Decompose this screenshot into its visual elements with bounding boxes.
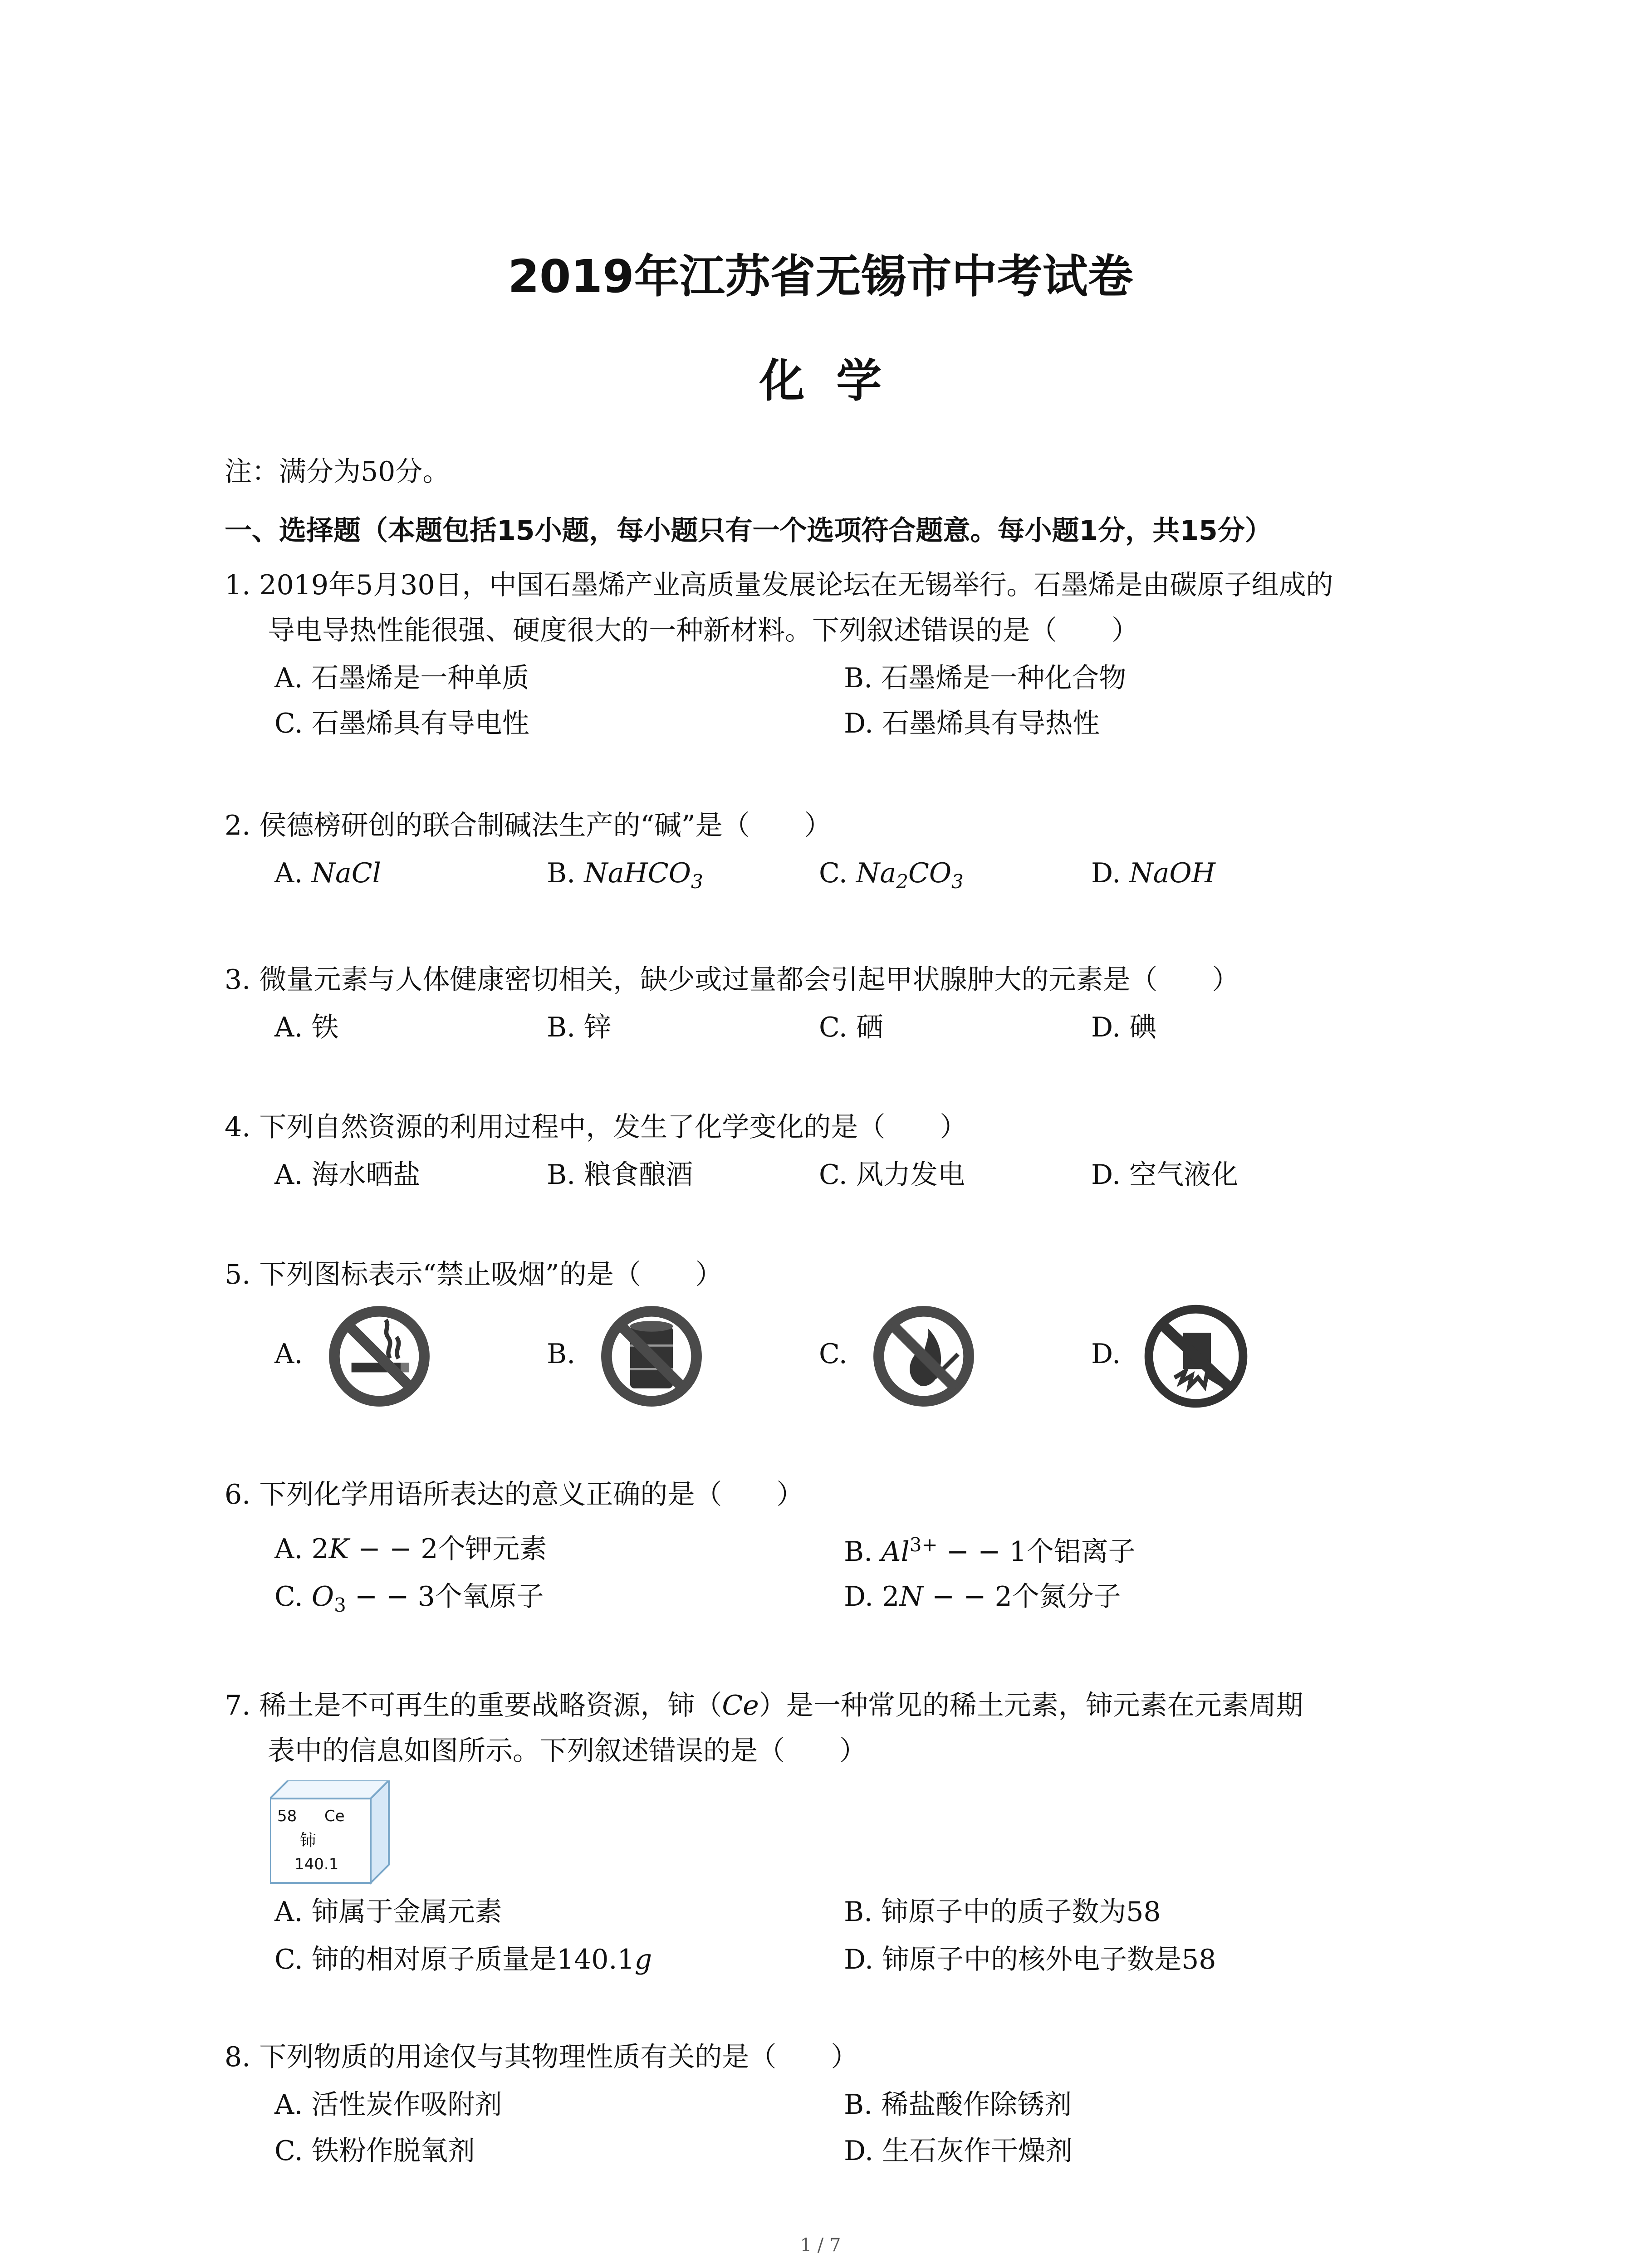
q5-option-d-label: D.: [1091, 1338, 1121, 1370]
q5-option-b-label: B.: [547, 1338, 576, 1370]
q4-option-d: D. 空气液化: [1091, 1159, 1239, 1191]
q2-option-d: D. NaOH: [1091, 857, 1215, 889]
q7-stem-line2: 表中的信息如图所示。下列叙述错误的是（ ）: [268, 1735, 867, 1767]
cerium-periodic-cell: [270, 1780, 397, 1885]
q1-option-d: D. 石墨烯具有导热性: [844, 708, 1100, 739]
q6-option-b: B. $Al^{3+}$ − − 1个铝离子: [844, 1534, 1136, 1568]
q7-option-b: B. 铈原子中的质子数为58: [844, 1896, 1161, 1928]
q4-option-c: C. 风力发电: [819, 1159, 965, 1191]
q3-option-c: C. 硒: [819, 1012, 883, 1043]
q2-option-b: B. NaHCO$_3$: [547, 857, 703, 893]
q8-stem: 8. 下列物质的用途仅与其物理性质有关的是（ ）: [225, 2041, 858, 2073]
q3-option-b: B. 锌: [547, 1012, 612, 1043]
q3-option-a: A. 铁: [274, 1012, 339, 1043]
q4-option-a: A. 海水晒盐: [274, 1159, 421, 1191]
q2-option-c: C. $Na_2CO_3$: [819, 857, 964, 893]
q6-stem: 6. 下列化学用语所表达的意义正确的是（ ）: [225, 1479, 804, 1510]
cell-name: 铈: [300, 1831, 317, 1850]
q4-stem: 4. 下列自然资源的利用过程中，发生了化学变化的是（ ）: [225, 1111, 967, 1143]
q8-option-a: A. 活性炭作吸附剂: [274, 2089, 502, 2121]
q8-option-b: B. 稀盐酸作除锈剂: [844, 2089, 1072, 2121]
q1-stem-line1: 1. 2019年5月30日，中国石墨烯产业高质量发展论坛在无锡举行。石墨烯是由碳原子组成的: [225, 569, 1333, 601]
q1-option-a: A. 石墨烯是一种单质: [274, 662, 529, 694]
q5-option-a-label: A.: [274, 1338, 303, 1370]
q7-stem-line1: 7. 稀土是不可再生的重要战略资源，铈（Ce）是一种常见的稀土元素，铈元素在元素周期: [225, 1690, 1303, 1721]
no-oil-drum-icon: [598, 1303, 705, 1410]
subject-title: 化 学: [759, 354, 882, 407]
q1-option-c: C. 石墨烯具有导电性: [274, 708, 529, 739]
q8-option-c: C. 铁粉作脱氧剂: [274, 2135, 475, 2167]
q3-option-d: D. 碘: [1091, 1012, 1157, 1043]
page-number: 1 / 7: [800, 2235, 841, 2256]
q5-stem: 5. 下列图标表示“禁止吸烟”的是（ ）: [225, 1259, 723, 1290]
no-fireworks-icon: [1142, 1303, 1249, 1410]
q1-stem-line2: 导电导热性能很强、硬度很大的一种新材料。下列叙述错误的是（ ）: [268, 615, 1139, 646]
q7-option-d: D. 铈原子中的核外电子数是58: [844, 1944, 1216, 1975]
no-open-flame-icon: [870, 1303, 977, 1410]
score-note: 注：满分为50分。: [225, 456, 450, 488]
q3-stem: 3. 微量元素与人体健康密切相关，缺少或过量都会引起甲状腺肿大的元素是（ ）: [225, 964, 1239, 996]
q6-option-c: C. $O_3$ − − 3个氧原子: [274, 1581, 544, 1616]
exam-title: 2019年江苏省无锡市中考试卷: [508, 250, 1133, 303]
q6-option-d: D. 2N − − 2个氮分子: [844, 1581, 1121, 1613]
q4-option-b: B. 粮食酿酒: [547, 1159, 693, 1191]
q6-option-a: A. 2K − − 2个钾元素: [274, 1533, 547, 1565]
q5-option-c-label: C.: [819, 1338, 847, 1370]
q2-stem: 2. 侯德榜研创的联合制碱法生产的“碱”是（ ）: [225, 810, 832, 841]
no-smoking-icon: [326, 1303, 433, 1410]
q7-option-a: A. 铈属于金属元素: [274, 1896, 502, 1928]
cell-atomic-number: 58: [277, 1807, 297, 1825]
section-heading: 一、选择题（本题包括15小题，每小题只有一个选项符合题意。每小题1分，共15分）: [225, 515, 1272, 547]
q8-option-d: D. 生石灰作干燥剂: [844, 2135, 1073, 2167]
q1-option-b: B. 石墨烯是一种化合物: [844, 662, 1127, 694]
q2-option-a: A. NaCl: [274, 857, 381, 889]
cell-symbol: Ce: [324, 1807, 345, 1825]
cell-mass: 140.1: [294, 1855, 339, 1873]
q7-option-c: C. 铈的相对原子质量是140.1g: [274, 1944, 652, 1975]
